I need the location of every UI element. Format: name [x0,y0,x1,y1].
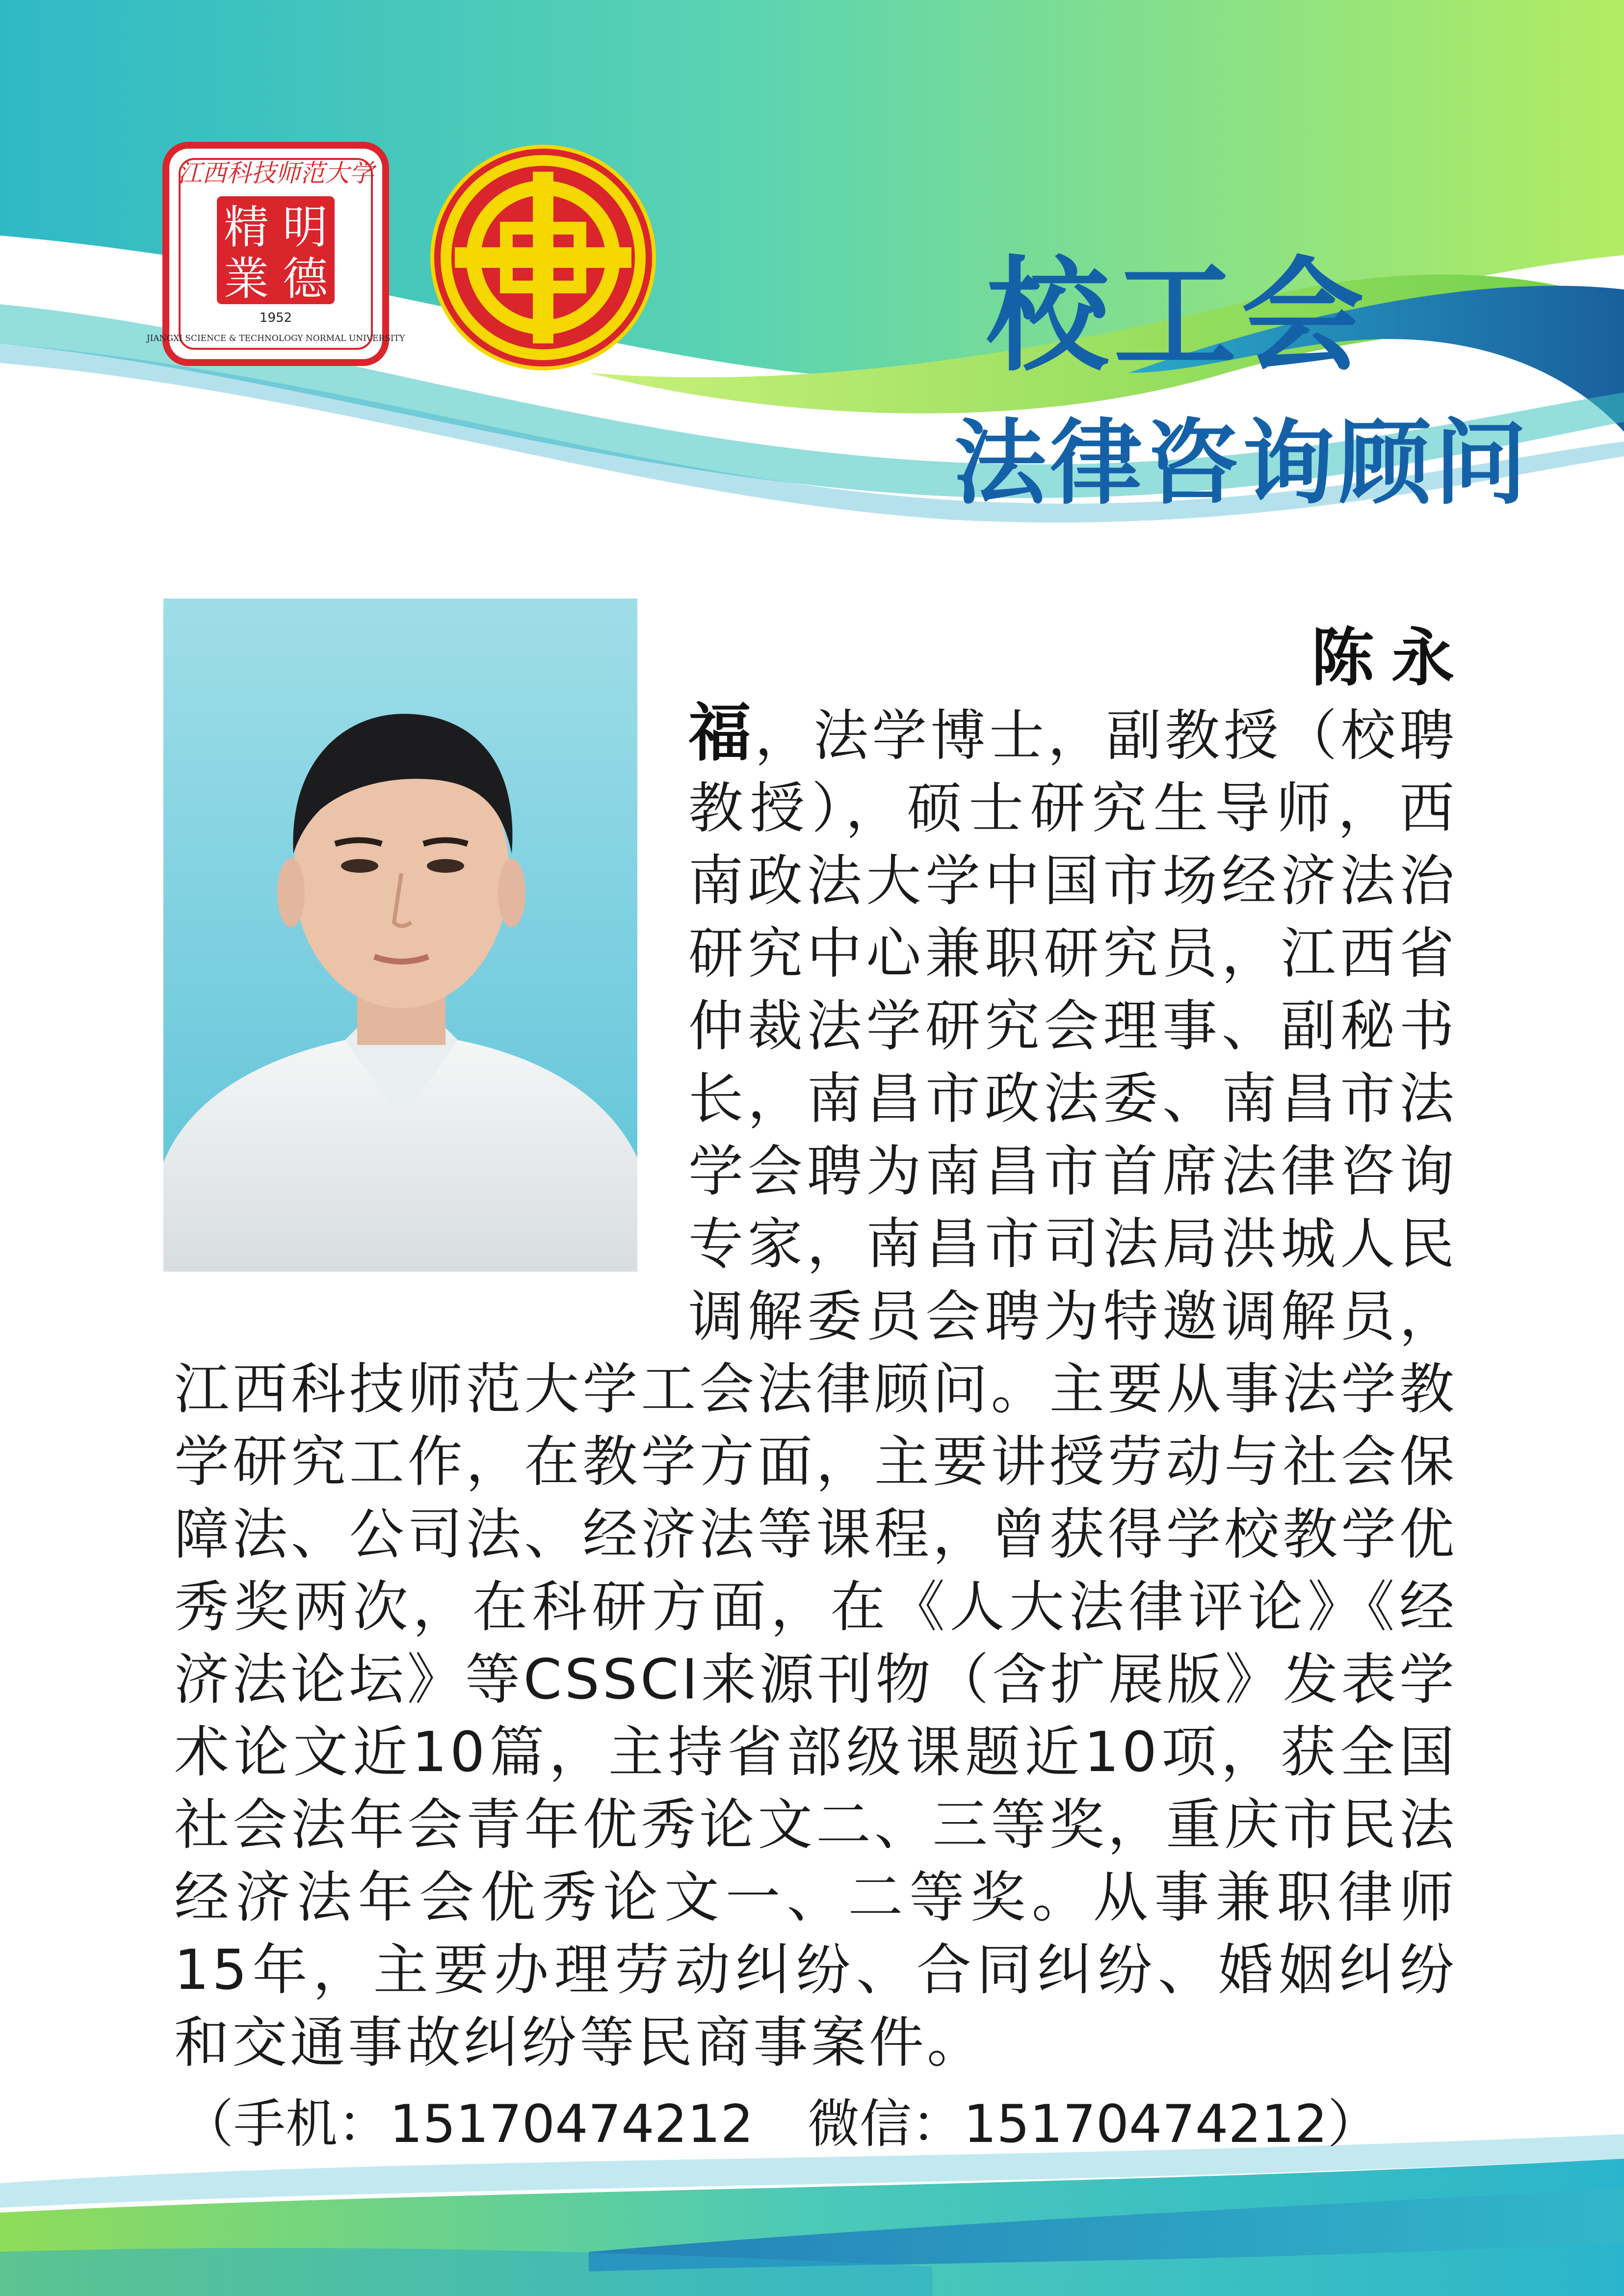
phone-label: 手机： [234,2094,390,2154]
svg-text:1952: 1952 [259,311,292,325]
wechat-label: 微信： [807,2094,964,2154]
page-subtitle: 法律咨询顾问 [954,410,1531,517]
svg-text:JIANGXI SCIENCE & TECHNOLOGY N: JIANGXI SCIENCE & TECHNOLOGY NORMAL UNIVERSITY [146,334,405,343]
seal-glyph-3: 業 [223,253,269,305]
person-name: 陈永福 [688,622,1457,770]
seal-glyph-1: 精 [223,201,269,254]
photo-wrap-spacer [174,622,688,1289]
seal-glyph-2: 明 [282,201,328,254]
contact-open-paren: （ [182,2094,234,2154]
contact-info [182,2087,1506,2161]
page-title: 校工会 [986,245,1369,388]
svg-text:江西科技师范大学: 江西科技师范大学 [178,159,374,187]
wechat-id: 15170474212 [963,2094,1328,2154]
seal-glyph-4: 德 [282,253,328,305]
biography-text: ，法学博士，副教授（校聘教授），硕士研究生导师，西南政法大学中国市场经济法治研究中心兼职研究员，江西省仲裁法学研究会理事、副秘书长，南昌市政法委、南昌市法学会聘为南昌市首席法律咨询专家，南昌市司法局洪城人民调解委员会聘为特邀调解员，江西科技师范大学工会法律顾问。主要从事法学教学研究工作，在教学方面，主要讲授劳动与社会保障法、公司法、经济法等课程，曾获得学校教学优秀奖两次，在科研方面，在《人大法律评论》《经济法论坛》等CSSCI来源刊物（含扩展版》发表学术论文近10篇，主持省部级课题近10项，获全国社会法年会青年优秀论文二、三等奖，重庆市民法经济法年会优秀论文一、二等奖。从事兼职律师15年，主要办理劳动纠纷、合同纠纷、婚姻纠纷和交通事故纠纷等民商事案件。 [174,704,1457,2075]
university-seal-icon [146,142,405,365]
phone-number: 15170474212 [390,2094,754,2154]
biography [174,622,1457,2079]
contact-close-paren: ） [1327,2094,1380,2154]
text-indent [688,675,1297,679]
trade-union-emblem-icon [428,142,658,373]
